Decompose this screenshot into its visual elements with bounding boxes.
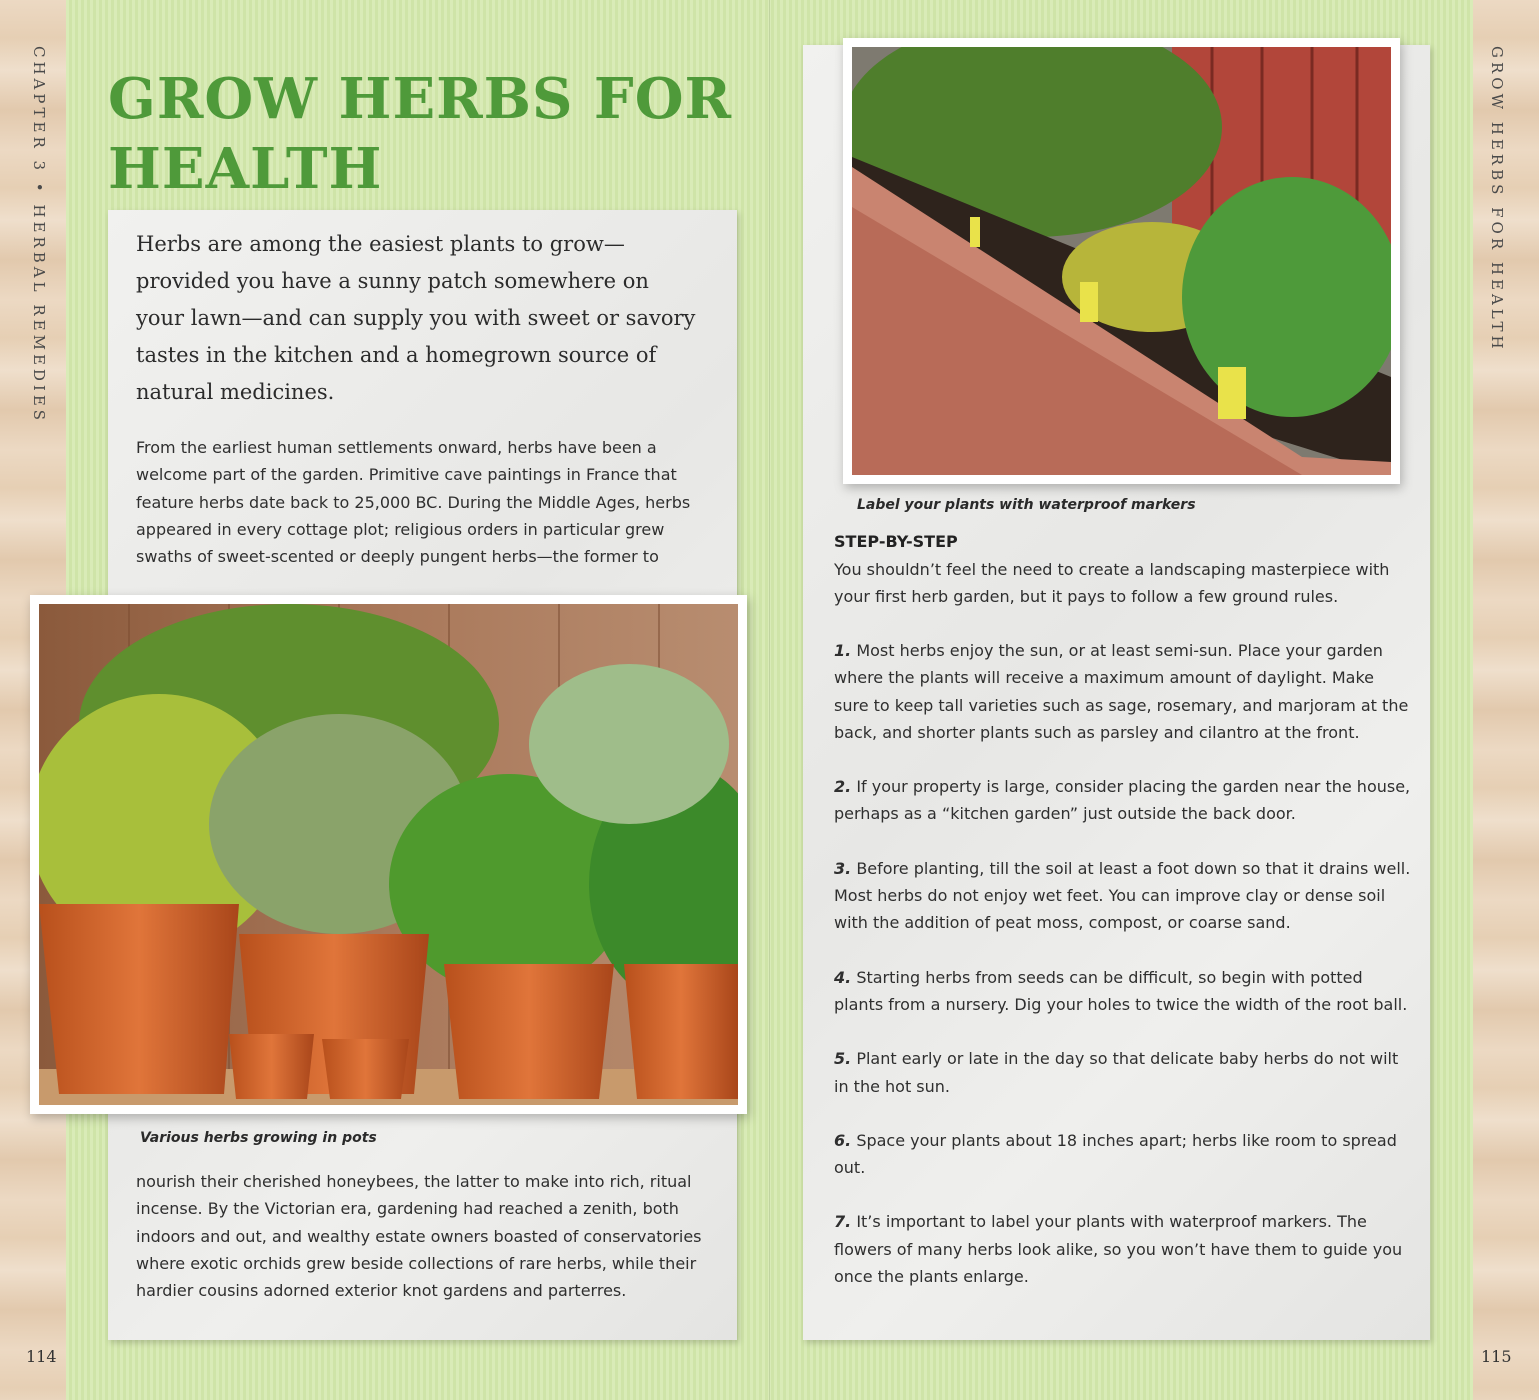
list-item (834, 1045, 1412, 1100)
step-text: Plant early or late in the day so that delicate baby herbs do not wilt in the hot sun. (834, 1049, 1399, 1096)
article-paragraph-2: nourish their cherished honeybees, the latter to make into rich, ritual incense. By the Victorian era, gardening had reached a zenith, both indoors and out, and wealthy estate owners boasted of conservatories where exotic orchids grew beside collections of rare herbs, while their hardier cousins adorned exterior knot gardens and parterres. (136, 1172, 702, 1301)
list-item (834, 637, 1412, 746)
left-page-number: 114 (26, 1347, 57, 1366)
right-wood-margin (1473, 0, 1539, 1400)
step-number: 3. (834, 858, 852, 878)
planter-box-photo (843, 38, 1400, 484)
right-photo-caption: Label your plants with waterproof markers (857, 497, 1196, 513)
steps-heading: STEP-BY-STEP (834, 532, 958, 551)
step-number: 6. (834, 1130, 852, 1150)
right-page-number: 115 (1481, 1347, 1512, 1366)
book-gutter (769, 0, 770, 1400)
article-paragraph-1: From the earliest human settlements onward, herbs have been a welcome part of the garden. Primitive cave paintings in France that feature herbs date back to 25,000 BC. During the Middle Ages, herbs appeared in every cottage plot; religious orders in particular grew swaths of sweet-scented or deeply pungent herbs—the former to (136, 438, 691, 567)
step-number: 1. (834, 641, 852, 660)
list-item (834, 855, 1412, 937)
list-item (834, 1208, 1412, 1290)
left-running-head: CHAPTER 3 • HERBAL REMEDIES (30, 46, 48, 425)
step-text: If your property is large, consider placing the garden near the house, perhaps as a “kitchen garden” just outside the back door. (834, 777, 1411, 824)
left-photo-caption: Various herbs growing in pots (140, 1130, 377, 1146)
article-intro: Herbs are among the easiest plants to grow—provided you have a sunny patch somewhere on your lawn—and can supply you with sweet or savory tastes in the kitchen and a homegrown source of natural medicines. (136, 232, 696, 404)
step-text: Space your plants about 18 inches apart; herbs like room to spread out. (834, 1130, 1397, 1178)
steps-intro: You shouldn’t feel the need to create a landscaping masterpiece with your first herb garden, but it pays to follow a few ground rules. (834, 560, 1390, 607)
step-text: It’s important to label your plants with waterproof markers. The flowers of many herbs look alike, so you won’t have them to guide you once the plants enlarge. (834, 1212, 1403, 1287)
step-number: 7. (834, 1212, 852, 1232)
steps-list (834, 637, 1412, 1317)
list-item (834, 964, 1412, 1019)
step-number: 5. (834, 1049, 852, 1069)
step-text: Before planting, till the soil at least a foot down so that it drains well. Most herbs do not enjoy wet feet. You can improve clay or dense soil with the addition of peat moss, compost, or coarse sand. (834, 858, 1411, 933)
list-item (834, 1127, 1412, 1182)
potted-herbs-photo (30, 595, 747, 1114)
article-title: GROW HERBS FOR HEALTH (108, 66, 733, 202)
step-text: Most herbs enjoy the sun, or at least semi-sun. Place your garden where the plants will receive a maximum amount of daylight. Make sure to keep tall varieties such as sage, rosemary, and marjoram at the back, and shorter plants such as parsley and cilantro at the front. (834, 641, 1409, 742)
step-number: 4. (834, 967, 852, 987)
right-running-head: GROW HERBS FOR HEALTH (1488, 46, 1506, 353)
list-item (834, 773, 1412, 828)
potted-herbs-image (39, 604, 738, 1105)
step-number: 2. (834, 777, 852, 797)
step-text: Starting herbs from seeds can be difficult, so begin with potted plants from a nursery. Dig your holes to twice the width of the root ball. (834, 967, 1408, 1014)
planter-box-image (852, 47, 1391, 475)
